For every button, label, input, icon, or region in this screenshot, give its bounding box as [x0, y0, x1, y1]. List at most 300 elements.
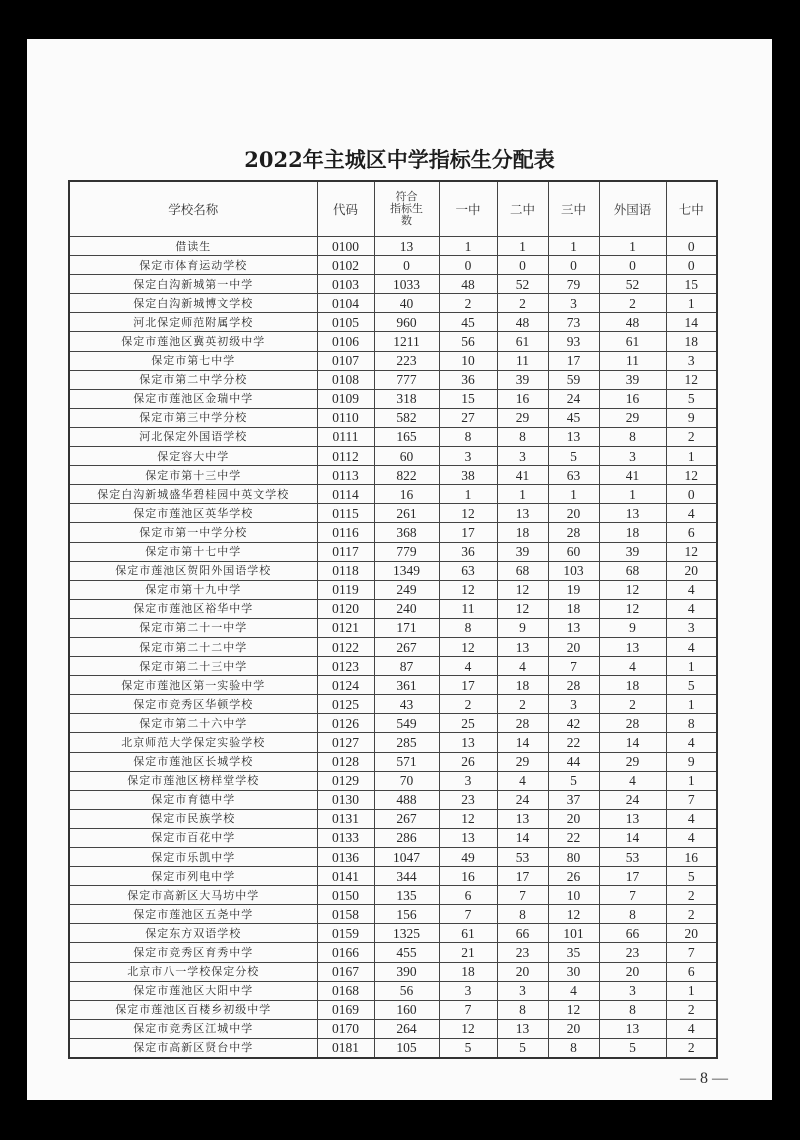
eligible-count-cell: 240: [374, 599, 439, 618]
erzhong-quota-cell: 48: [497, 313, 548, 332]
table-row: [69, 408, 717, 427]
header-eligible-count: [374, 181, 439, 237]
waiguoyu-quota-cell: 12: [599, 580, 666, 599]
code-cell: 0120: [317, 599, 374, 618]
sanzhong-quota-cell: 30: [548, 962, 599, 981]
code-cell: 0167: [317, 962, 374, 981]
erzhong-quota-cell: 39: [497, 542, 548, 561]
table-row: [69, 485, 717, 504]
code-cell: 0168: [317, 981, 374, 1000]
school-name-cell: 保定市体育运动学校: [69, 256, 317, 275]
waiguoyu-quota-cell: 20: [599, 962, 666, 981]
qizhong-quota-cell: 1: [666, 294, 717, 313]
yizhong-quota-cell: 36: [439, 370, 497, 389]
sanzhong-quota-cell: 0: [548, 256, 599, 275]
code-cell: 0104: [317, 294, 374, 313]
yizhong-quota-cell: 15: [439, 389, 497, 408]
yizhong-quota-cell: 3: [439, 981, 497, 1000]
qizhong-quota-cell: 20: [666, 924, 717, 943]
school-name-cell: 河北保定外国语学校: [69, 427, 317, 446]
yizhong-quota-cell: 13: [439, 828, 497, 847]
yizhong-quota-cell: 17: [439, 523, 497, 542]
header-yizhong: 一中: [439, 181, 497, 237]
school-name-cell: 保定市第十三中学: [69, 466, 317, 485]
erzhong-quota-cell: 14: [497, 828, 548, 847]
school-name-cell: 保定市莲池区第一实验中学: [69, 676, 317, 695]
erzhong-quota-cell: 1: [497, 485, 548, 504]
qizhong-quota-cell: 4: [666, 580, 717, 599]
header-sanzhong: 三中: [548, 181, 599, 237]
qizhong-quota-cell: 5: [666, 676, 717, 695]
sanzhong-quota-cell: 3: [548, 294, 599, 313]
code-cell: 0105: [317, 313, 374, 332]
qizhong-quota-cell: 7: [666, 790, 717, 809]
school-name-cell: 保定东方双语学校: [69, 924, 317, 943]
yizhong-quota-cell: 56: [439, 332, 497, 351]
qizhong-quota-cell: 20: [666, 561, 717, 580]
eligible-count-cell: 70: [374, 771, 439, 790]
header-waiguoyu: 外国语: [599, 181, 666, 237]
sanzhong-quota-cell: 12: [548, 905, 599, 924]
code-cell: 0115: [317, 504, 374, 523]
waiguoyu-quota-cell: 14: [599, 733, 666, 752]
table-row: [69, 771, 717, 790]
erzhong-quota-cell: 7: [497, 886, 548, 905]
yizhong-quota-cell: 23: [439, 790, 497, 809]
eligible-count-cell: 285: [374, 733, 439, 752]
table-row: [69, 828, 717, 847]
waiguoyu-quota-cell: 28: [599, 714, 666, 733]
code-cell: 0117: [317, 542, 374, 561]
sanzhong-quota-cell: 12: [548, 1000, 599, 1019]
sanzhong-quota-cell: 22: [548, 828, 599, 847]
yizhong-quota-cell: 12: [439, 1019, 497, 1038]
header-eligible-line-2: 指标生: [390, 202, 423, 215]
sanzhong-quota-cell: 26: [548, 867, 599, 886]
sanzhong-quota-cell: 20: [548, 637, 599, 656]
yizhong-quota-cell: 26: [439, 752, 497, 771]
erzhong-quota-cell: 13: [497, 809, 548, 828]
school-name-cell: 保定市莲池区贺阳外国语学校: [69, 561, 317, 580]
eligible-count-cell: 777: [374, 370, 439, 389]
sanzhong-quota-cell: 45: [548, 408, 599, 427]
waiguoyu-quota-cell: 13: [599, 504, 666, 523]
waiguoyu-quota-cell: 3: [599, 981, 666, 1000]
yizhong-quota-cell: 12: [439, 580, 497, 599]
qizhong-quota-cell: 9: [666, 752, 717, 771]
sanzhong-quota-cell: 5: [548, 771, 599, 790]
erzhong-quota-cell: 12: [497, 580, 548, 599]
erzhong-quota-cell: 3: [497, 447, 548, 466]
qizhong-quota-cell: 5: [666, 389, 717, 408]
eligible-count-cell: 135: [374, 886, 439, 905]
qizhong-quota-cell: 1: [666, 657, 717, 676]
yizhong-quota-cell: 7: [439, 1000, 497, 1019]
erzhong-quota-cell: 14: [497, 733, 548, 752]
qizhong-quota-cell: 2: [666, 1000, 717, 1019]
erzhong-quota-cell: 17: [497, 867, 548, 886]
erzhong-quota-cell: 61: [497, 332, 548, 351]
school-name-cell: 保定市育德中学: [69, 790, 317, 809]
eligible-count-cell: 1047: [374, 848, 439, 867]
eligible-count-cell: 344: [374, 867, 439, 886]
waiguoyu-quota-cell: 18: [599, 523, 666, 542]
school-name-cell: 保定市第十九中学: [69, 580, 317, 599]
yizhong-quota-cell: 16: [439, 867, 497, 886]
sanzhong-quota-cell: 5: [548, 447, 599, 466]
table-row: [69, 752, 717, 771]
table-row: [69, 637, 717, 656]
eligible-count-cell: 455: [374, 943, 439, 962]
sanzhong-quota-cell: 101: [548, 924, 599, 943]
eligible-count-cell: 267: [374, 637, 439, 656]
table-row: [69, 466, 717, 485]
waiguoyu-quota-cell: 24: [599, 790, 666, 809]
erzhong-quota-cell: 29: [497, 752, 548, 771]
qizhong-quota-cell: 3: [666, 351, 717, 370]
code-cell: 0106: [317, 332, 374, 351]
qizhong-quota-cell: 0: [666, 256, 717, 275]
yizhong-quota-cell: 6: [439, 886, 497, 905]
eligible-count-cell: 318: [374, 389, 439, 408]
waiguoyu-quota-cell: 66: [599, 924, 666, 943]
school-name-cell: 保定市第七中学: [69, 351, 317, 370]
yizhong-quota-cell: 27: [439, 408, 497, 427]
table-row: [69, 676, 717, 695]
erzhong-quota-cell: 13: [497, 1019, 548, 1038]
school-name-cell: 保定市莲池区金瑞中学: [69, 389, 317, 408]
table-row: [69, 599, 717, 618]
allocation-table: [68, 180, 718, 1059]
sanzhong-quota-cell: 103: [548, 561, 599, 580]
eligible-count-cell: 549: [374, 714, 439, 733]
yizhong-quota-cell: 38: [439, 466, 497, 485]
erzhong-quota-cell: 24: [497, 790, 548, 809]
qizhong-quota-cell: 6: [666, 962, 717, 981]
code-cell: 0126: [317, 714, 374, 733]
code-cell: 0128: [317, 752, 374, 771]
erzhong-quota-cell: 29: [497, 408, 548, 427]
school-name-cell: 保定市竞秀区江城中学: [69, 1019, 317, 1038]
header-qizhong: 七中: [666, 181, 717, 237]
school-name-cell: 保定市乐凯中学: [69, 848, 317, 867]
eligible-count-cell: 160: [374, 1000, 439, 1019]
erzhong-quota-cell: 41: [497, 466, 548, 485]
waiguoyu-quota-cell: 14: [599, 828, 666, 847]
yizhong-quota-cell: 13: [439, 733, 497, 752]
table-row: [69, 867, 717, 886]
waiguoyu-quota-cell: 39: [599, 370, 666, 389]
yizhong-quota-cell: 11: [439, 599, 497, 618]
sanzhong-quota-cell: 3: [548, 695, 599, 714]
waiguoyu-quota-cell: 16: [599, 389, 666, 408]
school-name-cell: 保定市莲池区百楼乡初级中学: [69, 1000, 317, 1019]
header-eligible-line-1: 符合: [395, 190, 418, 203]
waiguoyu-quota-cell: 1: [599, 485, 666, 504]
sanzhong-quota-cell: 20: [548, 504, 599, 523]
sanzhong-quota-cell: 20: [548, 809, 599, 828]
table-row: [69, 427, 717, 446]
code-cell: 0124: [317, 676, 374, 695]
sanzhong-quota-cell: 28: [548, 676, 599, 695]
table-row: [69, 695, 717, 714]
qizhong-quota-cell: 16: [666, 848, 717, 867]
qizhong-quota-cell: 12: [666, 542, 717, 561]
eligible-count-cell: 249: [374, 580, 439, 599]
waiguoyu-quota-cell: 4: [599, 657, 666, 676]
erzhong-quota-cell: 9: [497, 618, 548, 637]
waiguoyu-quota-cell: 53: [599, 848, 666, 867]
sanzhong-quota-cell: 93: [548, 332, 599, 351]
qizhong-quota-cell: 4: [666, 637, 717, 656]
code-cell: 0109: [317, 389, 374, 408]
qizhong-quota-cell: 12: [666, 466, 717, 485]
qizhong-quota-cell: 1: [666, 771, 717, 790]
school-name-cell: 北京市八一学校保定分校: [69, 962, 317, 981]
qizhong-quota-cell: 2: [666, 427, 717, 446]
code-cell: 0130: [317, 790, 374, 809]
yizhong-quota-cell: 1: [439, 237, 497, 256]
sanzhong-quota-cell: 4: [548, 981, 599, 1000]
table-row: [69, 1000, 717, 1019]
eligible-count-cell: 779: [374, 542, 439, 561]
table-row: [69, 733, 717, 752]
eligible-count-cell: 43: [374, 695, 439, 714]
yizhong-quota-cell: 5: [439, 1038, 497, 1058]
qizhong-quota-cell: 2: [666, 905, 717, 924]
table-row: [69, 370, 717, 389]
eligible-count-cell: 582: [374, 408, 439, 427]
table-row: [69, 1038, 717, 1058]
yizhong-quota-cell: 2: [439, 294, 497, 313]
code-cell: 0102: [317, 256, 374, 275]
school-name-cell: 保定市莲池区长城学校: [69, 752, 317, 771]
qizhong-quota-cell: 1: [666, 981, 717, 1000]
erzhong-quota-cell: 8: [497, 427, 548, 446]
table-row: [69, 1019, 717, 1038]
yizhong-quota-cell: 61: [439, 924, 497, 943]
table-row: [69, 886, 717, 905]
table-row: [69, 523, 717, 542]
code-cell: 0116: [317, 523, 374, 542]
yizhong-quota-cell: 2: [439, 695, 497, 714]
table-row: [69, 351, 717, 370]
school-name-cell: 保定市第二中学分校: [69, 370, 317, 389]
sanzhong-quota-cell: 18: [548, 599, 599, 618]
sanzhong-quota-cell: 1: [548, 485, 599, 504]
table-row: [69, 580, 717, 599]
code-cell: 0112: [317, 447, 374, 466]
sanzhong-quota-cell: 8: [548, 1038, 599, 1058]
erzhong-quota-cell: 13: [497, 637, 548, 656]
waiguoyu-quota-cell: 7: [599, 886, 666, 905]
school-name-cell: 借读生: [69, 237, 317, 256]
qizhong-quota-cell: 5: [666, 867, 717, 886]
header-eligible-line-3: 数: [401, 214, 412, 227]
code-cell: 0181: [317, 1038, 374, 1058]
yizhong-quota-cell: 12: [439, 637, 497, 656]
sanzhong-quota-cell: 44: [548, 752, 599, 771]
school-name-cell: 保定白沟新城博文学校: [69, 294, 317, 313]
sanzhong-quota-cell: 17: [548, 351, 599, 370]
qizhong-quota-cell: 0: [666, 237, 717, 256]
yizhong-quota-cell: 0: [439, 256, 497, 275]
qizhong-quota-cell: 4: [666, 599, 717, 618]
erzhong-quota-cell: 4: [497, 657, 548, 676]
waiguoyu-quota-cell: 13: [599, 809, 666, 828]
school-name-cell: 保定市高新区贤台中学: [69, 1038, 317, 1058]
code-cell: 0107: [317, 351, 374, 370]
qizhong-quota-cell: 14: [666, 313, 717, 332]
eligible-count-cell: 261: [374, 504, 439, 523]
erzhong-quota-cell: 4: [497, 771, 548, 790]
erzhong-quota-cell: 68: [497, 561, 548, 580]
waiguoyu-quota-cell: 23: [599, 943, 666, 962]
erzhong-quota-cell: 5: [497, 1038, 548, 1058]
qizhong-quota-cell: 8: [666, 714, 717, 733]
eligible-count-cell: 361: [374, 676, 439, 695]
code-cell: 0110: [317, 408, 374, 427]
waiguoyu-quota-cell: 52: [599, 275, 666, 294]
table-row: [69, 275, 717, 294]
sanzhong-quota-cell: 59: [548, 370, 599, 389]
sanzhong-quota-cell: 63: [548, 466, 599, 485]
code-cell: 0129: [317, 771, 374, 790]
table-row: [69, 332, 717, 351]
school-name-cell: 保定市第二十三中学: [69, 657, 317, 676]
yizhong-quota-cell: 12: [439, 809, 497, 828]
erzhong-quota-cell: 52: [497, 275, 548, 294]
school-name-cell: 保定市高新区大马坊中学: [69, 886, 317, 905]
code-cell: 0100: [317, 237, 374, 256]
school-name-cell: 保定市第十七中学: [69, 542, 317, 561]
eligible-count-cell: 390: [374, 962, 439, 981]
sanzhong-quota-cell: 1: [548, 237, 599, 256]
yizhong-quota-cell: 45: [439, 313, 497, 332]
sanzhong-quota-cell: 37: [548, 790, 599, 809]
qizhong-quota-cell: 4: [666, 828, 717, 847]
table-row: [69, 981, 717, 1000]
waiguoyu-quota-cell: 41: [599, 466, 666, 485]
waiguoyu-quota-cell: 29: [599, 752, 666, 771]
eligible-count-cell: 286: [374, 828, 439, 847]
code-cell: 0166: [317, 943, 374, 962]
school-name-cell: 保定容大中学: [69, 447, 317, 466]
yizhong-quota-cell: 3: [439, 771, 497, 790]
page-number: — 8 —: [680, 1070, 728, 1087]
table-row: [69, 389, 717, 408]
sanzhong-quota-cell: 19: [548, 580, 599, 599]
waiguoyu-quota-cell: 8: [599, 905, 666, 924]
waiguoyu-quota-cell: 4: [599, 771, 666, 790]
code-cell: 0122: [317, 637, 374, 656]
code-cell: 0118: [317, 561, 374, 580]
document-title: 2022年主城区中学指标生分配表: [244, 147, 555, 172]
yizhong-quota-cell: 49: [439, 848, 497, 867]
qizhong-quota-cell: 2: [666, 886, 717, 905]
eligible-count-cell: 56: [374, 981, 439, 1000]
table-row: [69, 714, 717, 733]
sanzhong-quota-cell: 22: [548, 733, 599, 752]
qizhong-quota-cell: 6: [666, 523, 717, 542]
eligible-count-cell: 105: [374, 1038, 439, 1058]
header-erzhong: 二中: [497, 181, 548, 237]
school-name-cell: 保定白沟新城第一中学: [69, 275, 317, 294]
eligible-count-cell: 13: [374, 237, 439, 256]
table-row: [69, 561, 717, 580]
school-name-cell: 保定市莲池区裕华中学: [69, 599, 317, 618]
waiguoyu-quota-cell: 1: [599, 237, 666, 256]
school-name-cell: 保定市莲池区大阳中学: [69, 981, 317, 1000]
yizhong-quota-cell: 8: [439, 618, 497, 637]
erzhong-quota-cell: 12: [497, 599, 548, 618]
sanzhong-quota-cell: 13: [548, 618, 599, 637]
sanzhong-quota-cell: 10: [548, 886, 599, 905]
sanzhong-quota-cell: 80: [548, 848, 599, 867]
school-name-cell: 保定市第一中学分校: [69, 523, 317, 542]
eligible-count-cell: 264: [374, 1019, 439, 1038]
yizhong-quota-cell: 3: [439, 447, 497, 466]
table-body: [69, 237, 717, 1059]
school-name-cell: 保定白沟新城盛华碧桂园中英文学校: [69, 485, 317, 504]
code-cell: 0150: [317, 886, 374, 905]
yizhong-quota-cell: 17: [439, 676, 497, 695]
qizhong-quota-cell: 18: [666, 332, 717, 351]
code-cell: 0141: [317, 867, 374, 886]
table-row: [69, 905, 717, 924]
waiguoyu-quota-cell: 12: [599, 599, 666, 618]
erzhong-quota-cell: 18: [497, 676, 548, 695]
sanzhong-quota-cell: 24: [548, 389, 599, 408]
school-name-cell: 保定市百花中学: [69, 828, 317, 847]
sanzhong-quota-cell: 28: [548, 523, 599, 542]
table-row: [69, 294, 717, 313]
code-cell: 0133: [317, 828, 374, 847]
table-row: [69, 848, 717, 867]
yizhong-quota-cell: 12: [439, 504, 497, 523]
waiguoyu-quota-cell: 61: [599, 332, 666, 351]
sanzhong-quota-cell: 7: [548, 657, 599, 676]
eligible-count-cell: 1033: [374, 275, 439, 294]
waiguoyu-quota-cell: 68: [599, 561, 666, 580]
code-cell: 0108: [317, 370, 374, 389]
header-code: 代码: [317, 181, 374, 237]
waiguoyu-quota-cell: 18: [599, 676, 666, 695]
qizhong-quota-cell: 4: [666, 1019, 717, 1038]
yizhong-quota-cell: 48: [439, 275, 497, 294]
school-name-cell: 保定市第三中学分校: [69, 408, 317, 427]
erzhong-quota-cell: 20: [497, 962, 548, 981]
yizhong-quota-cell: 7: [439, 905, 497, 924]
school-name-cell: 保定市民族学校: [69, 809, 317, 828]
table-row: [69, 256, 717, 275]
eligible-count-cell: 156: [374, 905, 439, 924]
code-cell: 0158: [317, 905, 374, 924]
school-name-cell: 保定市莲池区五尧中学: [69, 905, 317, 924]
school-name-cell: 保定市莲池区英华学校: [69, 504, 317, 523]
code-cell: 0123: [317, 657, 374, 676]
table-row: [69, 504, 717, 523]
code-cell: 0113: [317, 466, 374, 485]
eligible-count-cell: 165: [374, 427, 439, 446]
school-name-cell: 保定市莲池区冀英初级中学: [69, 332, 317, 351]
table-header-row: [69, 181, 717, 237]
qizhong-quota-cell: 4: [666, 504, 717, 523]
sanzhong-quota-cell: 79: [548, 275, 599, 294]
table-row: [69, 618, 717, 637]
erzhong-quota-cell: 2: [497, 294, 548, 313]
erzhong-quota-cell: 8: [497, 1000, 548, 1019]
